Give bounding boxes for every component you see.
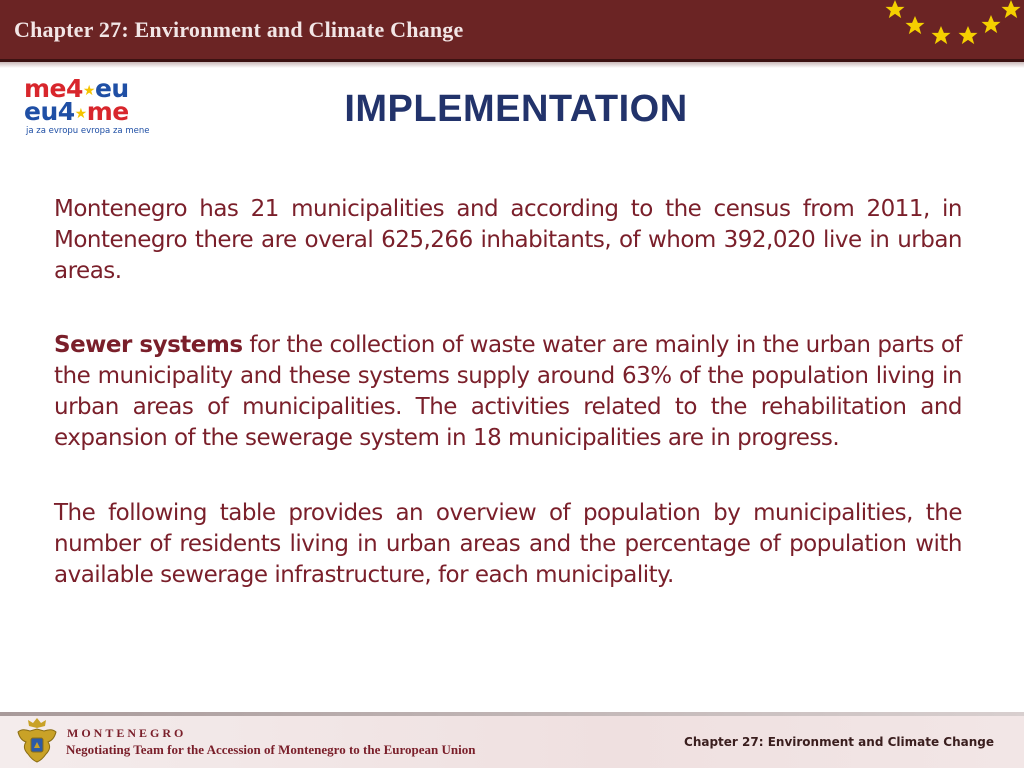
logo-star-icon: ★ (82, 83, 95, 99)
logo-star-icon: ★ (74, 106, 87, 122)
montenegro-coat-of-arms-icon (12, 714, 62, 766)
header-shadow (0, 62, 1024, 68)
footer-team-name: Negotiating Team for the Accession of Montenegro to the European Union (66, 742, 476, 757)
paragraph-census: Montenegro has 21 municipalities and according to the census from 2011, in Montenegro there are overal 625,266 inhabitants, of whom 392,020 live in urban areas. (54, 196, 962, 284)
footer-country: MONTENEGRO (67, 726, 187, 740)
slide-title: IMPLEMENTATION (344, 88, 688, 130)
paragraph-sewer (54, 330, 962, 454)
logo-eu4: eu4 (24, 97, 75, 126)
paragraph-sewer-text: for the collection of waste water are mainly in the urban parts of the municipality and these systems supply around 63% of the population living in urban areas of municipalities. The activities related to the rehabilitation and expansion of the sewerage system in 18 municipalities are in progress. (54, 332, 963, 451)
paragraph-table-overview: The following table provides an overview of population by municipalities, the number of residents living in urban areas and the percentage of population with available sewerage infrastructure, for each municipality. (54, 500, 962, 588)
slide-content (54, 194, 962, 591)
logo-eu: eu (94, 74, 129, 103)
logo-me: me (86, 97, 129, 126)
sewer-systems-term: Sewer systems (54, 332, 243, 358)
logo-tagline: ja za evropu evropa za mene (26, 126, 150, 136)
eu-stars-icon (870, 0, 1024, 60)
footer-chapter: Chapter 27: Environment and Climate Change (684, 735, 994, 749)
logo-me4: me4 (24, 74, 83, 103)
header-bar (0, 0, 1024, 62)
header-title: Chapter 27: Environment and Climate Change (14, 17, 464, 42)
